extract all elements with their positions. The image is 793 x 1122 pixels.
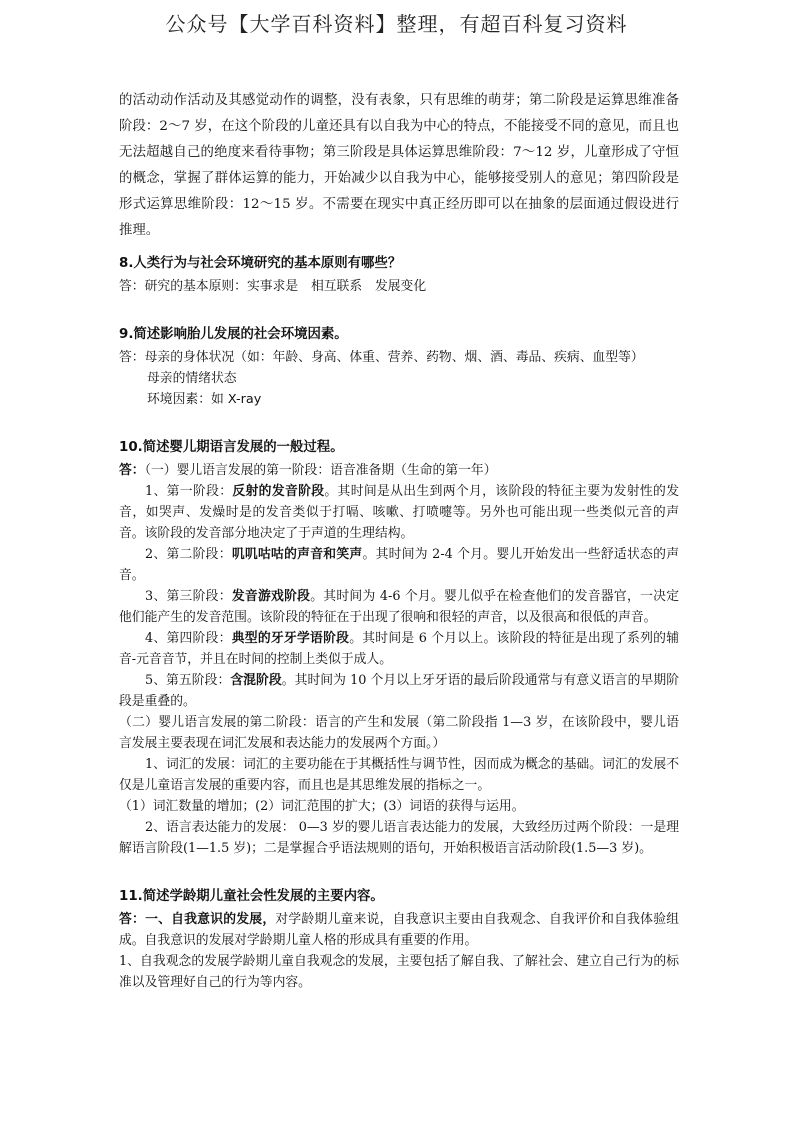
question-9-line2: 母亲的情绪状态 — [147, 371, 237, 386]
vocabulary-list: （1）词汇数量的增加；(2）词汇范围的扩大；(3）词语的获得与运用。 — [119, 799, 525, 814]
part-2-heading: （二）婴儿语言发展的第二阶段：语言的产生和发展（第二阶段指 1—3 岁，在该阶段中，婴儿语言发展主要表现在词汇发展和表达能力的发展两个方面。） — [119, 715, 679, 751]
stage-3-prefix: 3、第三阶段： — [145, 589, 232, 604]
question-11-answer-2: 1、自我观念的发展学龄期儿童自我观念的发展，主要包括了解自我、了解社会、建立自己行为的标准以及管理好自己的行为等内容。 — [119, 954, 679, 990]
stage-5-text: 。其时间为 10 个月以上牙牙语的最后阶段通常与有意义语言的早期阶段是重叠的。 — [119, 673, 679, 709]
stage-5 — [119, 670, 679, 712]
stage-1-name: 反射的发音阶段 — [232, 484, 325, 499]
stage-3-text: 。其时间为 4-6 个月。婴儿似乎在检查他们的发音器官，一决定他们能产生的发音范围。该阶段的特征在于出现了很响和很轻的声音，以及很高和很低的声音。 — [119, 589, 679, 625]
stage-5-name: 含混阶段 — [230, 673, 282, 688]
page-header: 公众号【大学百科资料】整理，有超百科复习资料 — [165, 12, 628, 36]
question-8-answer: 答：研究的基本原则：实事求是 相互联系 发展变化 — [119, 279, 427, 294]
question-10-title: 10.简述婴儿期语言发展的一般过程。 — [119, 440, 344, 455]
question-8-title: 8.人类行为与社会环境研究的基本原则有哪些？ — [119, 256, 402, 271]
question-11-answer-1 — [119, 909, 679, 951]
stage-2-text: 。其时间为 2-4 个月。婴儿开始发出一些舒适状态的声音。 — [119, 547, 679, 583]
stage-4-text: 。其时间是 6 个月以上。该阶段的特征是出现了系列的辅音-元音音节，并且在时间的控制上类似于成人。 — [119, 631, 679, 667]
question-11-title: 11.简述学龄期儿童社会性发展的主要内容。 — [119, 889, 384, 904]
stage-4 — [119, 628, 679, 670]
question-10-answer-head — [119, 460, 679, 481]
stage-4-prefix: 4、第四阶段： — [145, 631, 232, 646]
expression-development: 2、语言表达能力的发展： 0—3 岁的婴儿语言表达能力的发展，大致经历过两个阶段：一是理解语言阶段(1—1.5 岁)；二是掌握合乎语法规则的语句，开始积极语言活动阶段(1.5—3 岁)。 — [119, 820, 679, 856]
stage-5-prefix: 5、第五阶段： — [145, 673, 231, 688]
stage-1 — [119, 481, 679, 544]
stage-2-prefix: 2、第二阶段： — [145, 547, 232, 562]
stage-4-name: 典型的牙牙学语阶段 — [231, 631, 350, 646]
vocabulary-development: 1、词汇的发展：词汇的主要功能在于其概括性与调节性，因而成为概念的基础。词汇的发展不仅是儿童语言发展的重要内容，而且也是其思维发展的指标之一。 — [119, 757, 679, 793]
intro-paragraph: 的活动动作活动及其感觉动作的调整，没有表象，只有思维的萌芽；第二阶段是运算思维准备阶段：2～7 岁，在这个阶段的儿童还具有以自我为中心的特点，不能接受不同的意见，而且也无法超越自己的绝度来看待事物；第三阶段是具体运算思维阶段：7～12 岁，儿童形成了守恒的概念，掌握了群体运算的能力，开始减少以自我为中心，能够接受别人的意见；第四阶段是形式运算思维阶段：12～15 岁。不需要在现实中真正经历即可以在抽象的层面通过假设进行推理。 — [119, 93, 679, 238]
document-body — [119, 88, 679, 993]
answer-label: 答： — [119, 912, 146, 927]
stage-3-name: 发音游戏阶段 — [231, 589, 311, 604]
stage-3 — [119, 586, 679, 628]
answer-label: 答： — [119, 463, 145, 478]
question-9-title: 9.简述影响胎儿发展的社会环境因素。 — [119, 327, 348, 342]
stage-2-name: 叽叽咕咕的声音和笑声 — [231, 547, 363, 562]
self-awareness-text: 对学龄期儿童来说，自我意识主要由自我观念、自我评价和自我体验组成。自我意识的发展对学龄期儿童人格的形成具有重要的作用。 — [119, 912, 680, 948]
question-9-answer: 答：母亲的身体状况（如：年龄、身高、体重、营养、药物、烟、酒、毒品、疾病、血型等） — [119, 350, 644, 365]
stage-1-prefix: 1、第一阶段： — [145, 484, 233, 499]
stage-2 — [119, 544, 679, 586]
answer-head-text: （一）婴儿语言发展的第一阶段：语音准备期（生命的第一年） — [144, 463, 497, 478]
stage-1-text: 。其时间是从出生到两个月，该阶段的特征主要为发射性的发音，如哭声、发燥时是的发音类似于打嗝、咳嗽、打喷嚏等。另外也可能出现一些类似元音的声音。该阶段的发音部分地决定了于声道的生理结构。 — [119, 484, 680, 541]
self-awareness-heading: 一、自我意识的发展， — [145, 912, 276, 927]
question-9-line3: 环境因素：如 X-ray — [147, 392, 262, 407]
